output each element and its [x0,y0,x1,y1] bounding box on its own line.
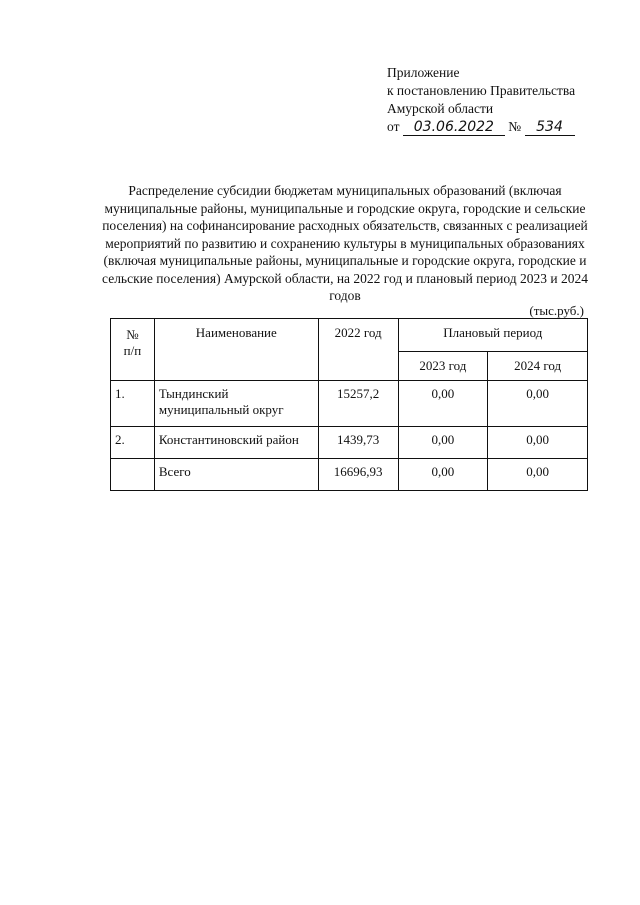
appendix-date-line [387,118,627,136]
col-header-2024: 2024 год [488,352,588,381]
row-name-line2: муниципальный округ [158,402,284,417]
col-header-planned-period: Плановый период [398,319,587,352]
row-number: 2. [111,427,155,459]
handwritten-number: 534 [525,120,575,136]
row-value-2022: 15257,2 [318,381,398,427]
table-header-row [111,319,588,352]
appendix-header [387,64,627,136]
col-header-2023: 2023 год [398,352,488,381]
date-prefix: от [387,119,400,134]
subsidy-table [110,318,588,491]
col-header-number-line2: п/п [123,343,142,358]
appendix-region-line: Амурской области [387,101,494,116]
number-prefix: № [508,119,522,134]
document-title: Распределение субсидии бюджетам муниципальных образований (включая муниципальные районы, муниципальные и городские округа, городские и сельские поселения) на софинансирование расходных обязательств, связанных с реализацией мероприятий по развитию и сохранению культуры в муниципальных образованиях (включая муниципальные районы, муниципальные и городские округа, городские и сельские поселения) Амурской области, на 2022 год и плановый период 2023 и 2024 годов [102,183,588,303]
appendix-resolution-line: к постановлению Правительства [387,83,576,98]
total-number [111,459,155,491]
row-number: 1. [111,381,155,427]
col-header-2022: 2022 год [318,319,398,381]
table-row [111,381,588,427]
col-header-number-line1: № [126,327,139,342]
col-header-name: Наименование [154,319,318,381]
row-name: Константиновский район [154,427,318,459]
total-value-2024: 0,00 [488,459,588,491]
col-header-number [111,319,155,381]
appendix-label: Приложение [387,65,460,80]
table-total-row [111,459,588,491]
total-label: Всего [154,459,318,491]
total-value-2023: 0,00 [398,459,488,491]
row-name [154,381,318,427]
total-value-2022: 16696,93 [318,459,398,491]
row-value-2024: 0,00 [488,427,588,459]
row-name-line1: Тындинский [158,386,229,401]
units-label: (тыс.руб.) [529,303,584,318]
row-value-2023: 0,00 [398,381,488,427]
row-value-2023: 0,00 [398,427,488,459]
handwritten-date: 03.06.2022 [403,120,505,136]
row-value-2022: 1439,73 [318,427,398,459]
row-value-2024: 0,00 [488,381,588,427]
table-row [111,427,588,459]
